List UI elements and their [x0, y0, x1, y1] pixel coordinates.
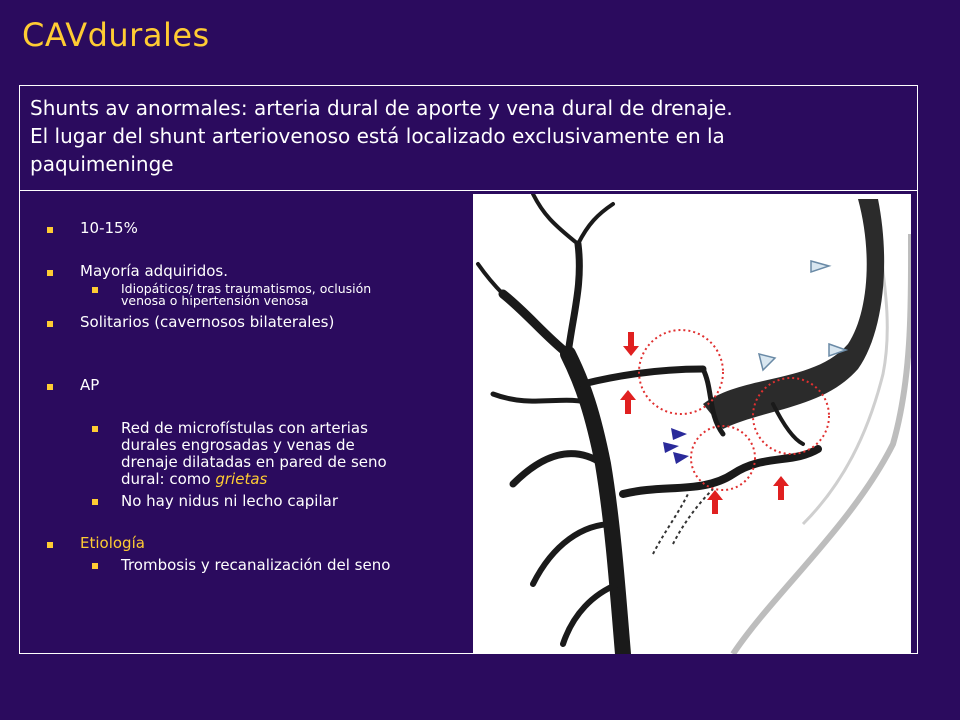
bullet-etiology: Etiología: [40, 535, 470, 552]
angiogram-drawing-icon: [473, 194, 911, 654]
sub-bullet-thrombosis: Trombosis y recanalización del seno: [40, 557, 470, 574]
triangle-icon: [811, 261, 829, 272]
feeding-artery: [583, 369, 703, 384]
sub-bullet-causes: Idiopáticos/ tras traumatismos, oclusión venosa o hipertensión venosa: [40, 283, 470, 307]
arrowhead-icon: [663, 442, 679, 453]
artery-branch: [568, 244, 579, 354]
dural-sinus: [703, 199, 884, 429]
bullet-square-icon: [92, 499, 98, 505]
bullet-square-icon: [47, 227, 53, 233]
sub-bullet-no-nidus: No hay nidus ni lecho capilar: [40, 493, 470, 510]
emphasis-grietas: grietas: [215, 470, 268, 488]
bullet-incidence: 10-15%: [40, 220, 470, 237]
artery-branch: [533, 194, 578, 244]
feeding-artery: [773, 404, 803, 444]
artery-branch: [533, 524, 613, 584]
intro-line-2: El lugar del shunt arteriovenoso está localizado exclusivamente en la: [30, 124, 725, 148]
arrow-up-icon: [620, 390, 636, 414]
bullet-square-icon: [92, 426, 98, 432]
slide-title: CAVdurales: [22, 16, 210, 54]
intro-line-3: paquimeninge: [30, 152, 174, 176]
angiogram-illustration: [473, 194, 911, 654]
bullet-square-icon: [47, 542, 53, 548]
bullet-list: [40, 220, 470, 574]
arrow-down-icon: [623, 332, 639, 356]
arrowhead-icon: [671, 428, 687, 440]
dotted-vessel: [673, 489, 713, 544]
intro-line-1: Shunts av anormales: arteria dural de aporte y vena dural de drenaje.: [30, 96, 733, 120]
bullet-square-icon: [47, 321, 53, 327]
artery-branch: [578, 204, 613, 244]
sub-bullet-microfistulas: Red de microfístulas con arterias durales engrosadas y venas de drenaje dilatadas en pared de seno dural: como grietas: [40, 420, 470, 488]
bullet-ap: AP: [40, 377, 470, 394]
bullet-square-icon: [47, 270, 53, 276]
bullet-square-icon: [47, 384, 53, 390]
artery-branch: [503, 294, 568, 354]
intro-text-box: [19, 85, 918, 191]
artery-branch: [478, 264, 503, 294]
dotted-vessel: [653, 494, 688, 554]
artery-branch: [563, 584, 618, 644]
bullet-acquired: Mayoría adquiridos.: [40, 263, 470, 280]
artery-branch: [513, 454, 603, 484]
bullet-square-icon: [92, 563, 98, 569]
arrow-up-icon: [773, 476, 789, 500]
bullet-solitary: Solitarios (cavernosos bilaterales): [40, 314, 470, 331]
arrowhead-icon: [673, 452, 689, 464]
triangle-icon: [759, 354, 775, 370]
feeding-artery: [623, 449, 818, 494]
blue-arrowheads: [663, 428, 689, 464]
bullet-square-icon: [92, 287, 98, 293]
outline-triangles: [759, 261, 846, 370]
